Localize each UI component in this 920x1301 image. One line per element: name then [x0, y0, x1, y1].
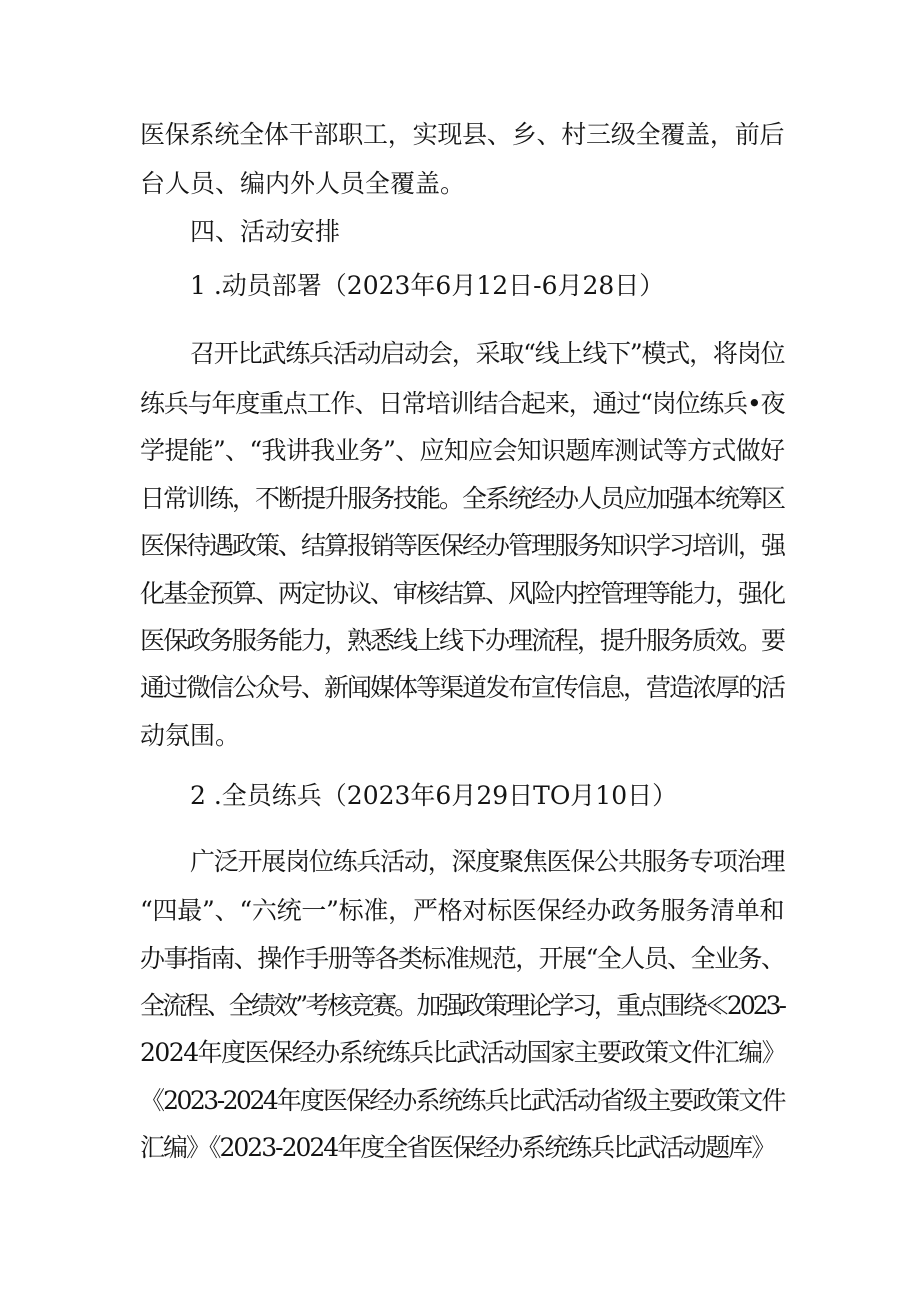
paragraph-line: 动氛围。 [140, 721, 241, 750]
section-heading: 四、活动安排 [190, 217, 341, 246]
paragraph-line: 2024年度医保经办系统练兵比武活动国家主要政策文件汇编》 [140, 1038, 786, 1067]
paragraph-line: 医保待遇政策、结算报销等医保经办管理服务知识学习培训，强 [140, 531, 785, 560]
paragraph-line: 办事指南、操作手册等各类标准规范，开展“全人员、全业务、 [140, 944, 784, 973]
item-heading: 2 .全员练兵（2023年6月29日TO月10日） [190, 781, 678, 810]
paragraph-line: 学提能”、“我讲我业务”、应知应会知识题库测试等方式做好 [140, 436, 784, 465]
paragraph-line: 汇编》《2023-2024年度全省医保经办系统练兵比武活动题库》 [140, 1133, 775, 1162]
paragraph-line: 召开比武练兵活动启动会，采取“线上线下”模式，将岗位 [190, 339, 784, 368]
paragraph-line: 全流程、全绩效”考核竞赛。加强政策理论学习，重点围绕≪2023- [140, 991, 784, 1020]
paragraph-line: 日常训练，不断提升服务技能。全系统经办人员应加强本统筹区 [140, 484, 785, 513]
paragraph-line: “四最”、“六统一”标准，严格对标医保经办政务服务清单和 [140, 896, 784, 925]
paragraph-line: 化基金预算、两定协议、审核结算、风险内控管理等能力，强化 [140, 579, 785, 608]
paragraph-line: 通过微信公众号、新闻媒体等渠道发布宣传信息，营造浓厚的活 [140, 673, 785, 702]
item-heading: 1 .动员部署（2023年6月12日-6月28日） [190, 271, 665, 300]
paragraph-line: 台人员、编内外人员全覆盖。 [140, 169, 466, 198]
paragraph-line: 医保系统全体干部职工，实现县、乡、村三级全覆盖，前后 [140, 120, 784, 149]
paragraph-line: 医保政务服务能力，熟悉线上线下办理流程，提升服务质效。要 [140, 626, 785, 655]
paragraph-line: 广泛开展岗位练兵活动，深度聚焦医保公共服务专项治理 [190, 847, 784, 876]
paragraph-line: 练兵与年度重点工作、日常培训结合起来，通过“岗位练兵•夜 [140, 389, 784, 418]
paragraph-line: 《2023-2024年度医保经办系统练兵比武活动省级主要政策文件 [140, 1086, 784, 1115]
